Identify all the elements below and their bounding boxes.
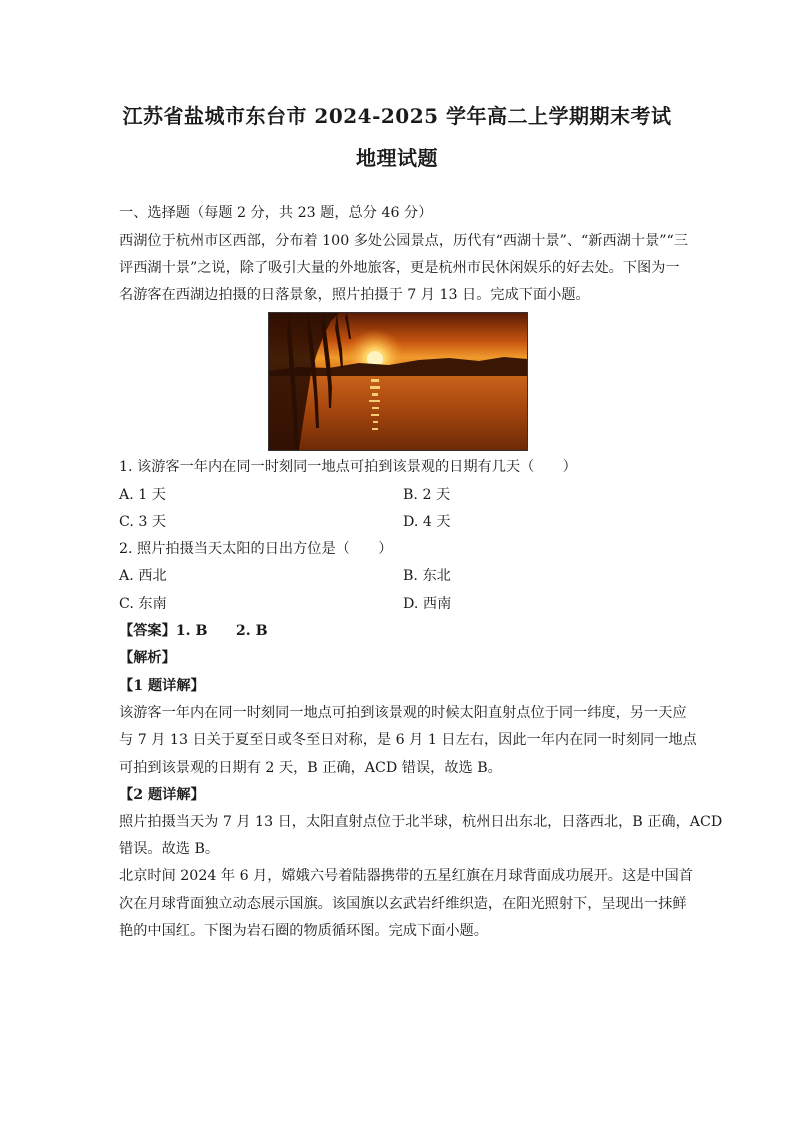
option-b: B. 2 天 bbox=[403, 487, 451, 503]
passage2-line: 艳的中国红。下图为岩石圈的物质循环图。完成下面小题。 bbox=[119, 923, 488, 939]
option-b: B. 东北 bbox=[403, 568, 451, 584]
q1-detail-line: 该游客一年内在同一时刻同一地点可拍到该景观的时候太阳直射点位于同一纬度，另一天应 bbox=[119, 705, 687, 721]
option-a: A. 1 天 bbox=[119, 487, 166, 503]
answer-line: 【答案】1. B 2. B bbox=[119, 623, 268, 639]
passage1-line: 西湖位于杭州市区西部，分布着 100 多处公园景点，历代有“西湖十景”、“新西湖十景”“三 bbox=[119, 233, 688, 249]
option-d: D. 西南 bbox=[403, 596, 452, 612]
q1-detail-heading: 【1 题详解】 bbox=[119, 678, 205, 694]
sunset-photo bbox=[268, 312, 528, 451]
option-d: D. 4 天 bbox=[403, 514, 451, 530]
passage2-line: 北京时间 2024 年 6 月，嫦娥六号着陆器携带的五星红旗在月球背面成功展开。这是中国首 bbox=[119, 868, 693, 884]
q1-detail-line: 可拍到该景观的日期有 2 天，B 正确，ACD 错误，故选 B。 bbox=[119, 760, 502, 776]
question-stem: 1. 该游客一年内在同一时刻同一地点可拍到该景观的日期有几天（ ） bbox=[119, 459, 577, 475]
passage1-line: 名游客在西湖边拍摄的日落景象，照片拍摄于 7 月 13 日。完成下面小题。 bbox=[119, 287, 590, 303]
q1-detail-line: 与 7 月 13 日关于夏至日或冬至日对称，是 6 月 1 日左右，因此一年内在同一时刻同一地点 bbox=[119, 732, 697, 748]
sunset-photo-image bbox=[269, 313, 527, 450]
question-stem: 2. 照片拍摄当天太阳的日出方位是（ ） bbox=[119, 541, 393, 557]
section-heading: 一、选择题（每题 2 分，共 23 题，总分 46 分） bbox=[119, 205, 433, 221]
q2-detail-line: 照片拍摄当天为 7 月 13 日，太阳直射点位于北半球，杭州日出东北，日落西北，B 正确，ACD bbox=[119, 814, 723, 830]
exam-title: 江苏省盐城市东台市 2024-2025 学年高二上学期期末考试 bbox=[122, 104, 672, 128]
q2-detail-line: 错误。故选 B。 bbox=[119, 841, 220, 857]
q2-detail-heading: 【2 题详解】 bbox=[119, 787, 205, 803]
option-c: C. 3 天 bbox=[119, 514, 167, 530]
option-c: C. 东南 bbox=[119, 596, 167, 612]
option-a: A. 西北 bbox=[119, 568, 167, 584]
passage2-line: 次在月球背面独立动态展示国旗。该国旗以玄武岩纤维织造，在阳光照射下，呈现出一抹鲜 bbox=[119, 896, 687, 912]
passage1-line: 评西湖十景”之说，除了吸引大量的外地旅客，更是杭州市民休闲娱乐的好去处。下图为一 bbox=[119, 260, 680, 276]
exam-subject-title: 地理试题 bbox=[356, 146, 438, 170]
analysis-heading: 【解析】 bbox=[119, 650, 176, 666]
